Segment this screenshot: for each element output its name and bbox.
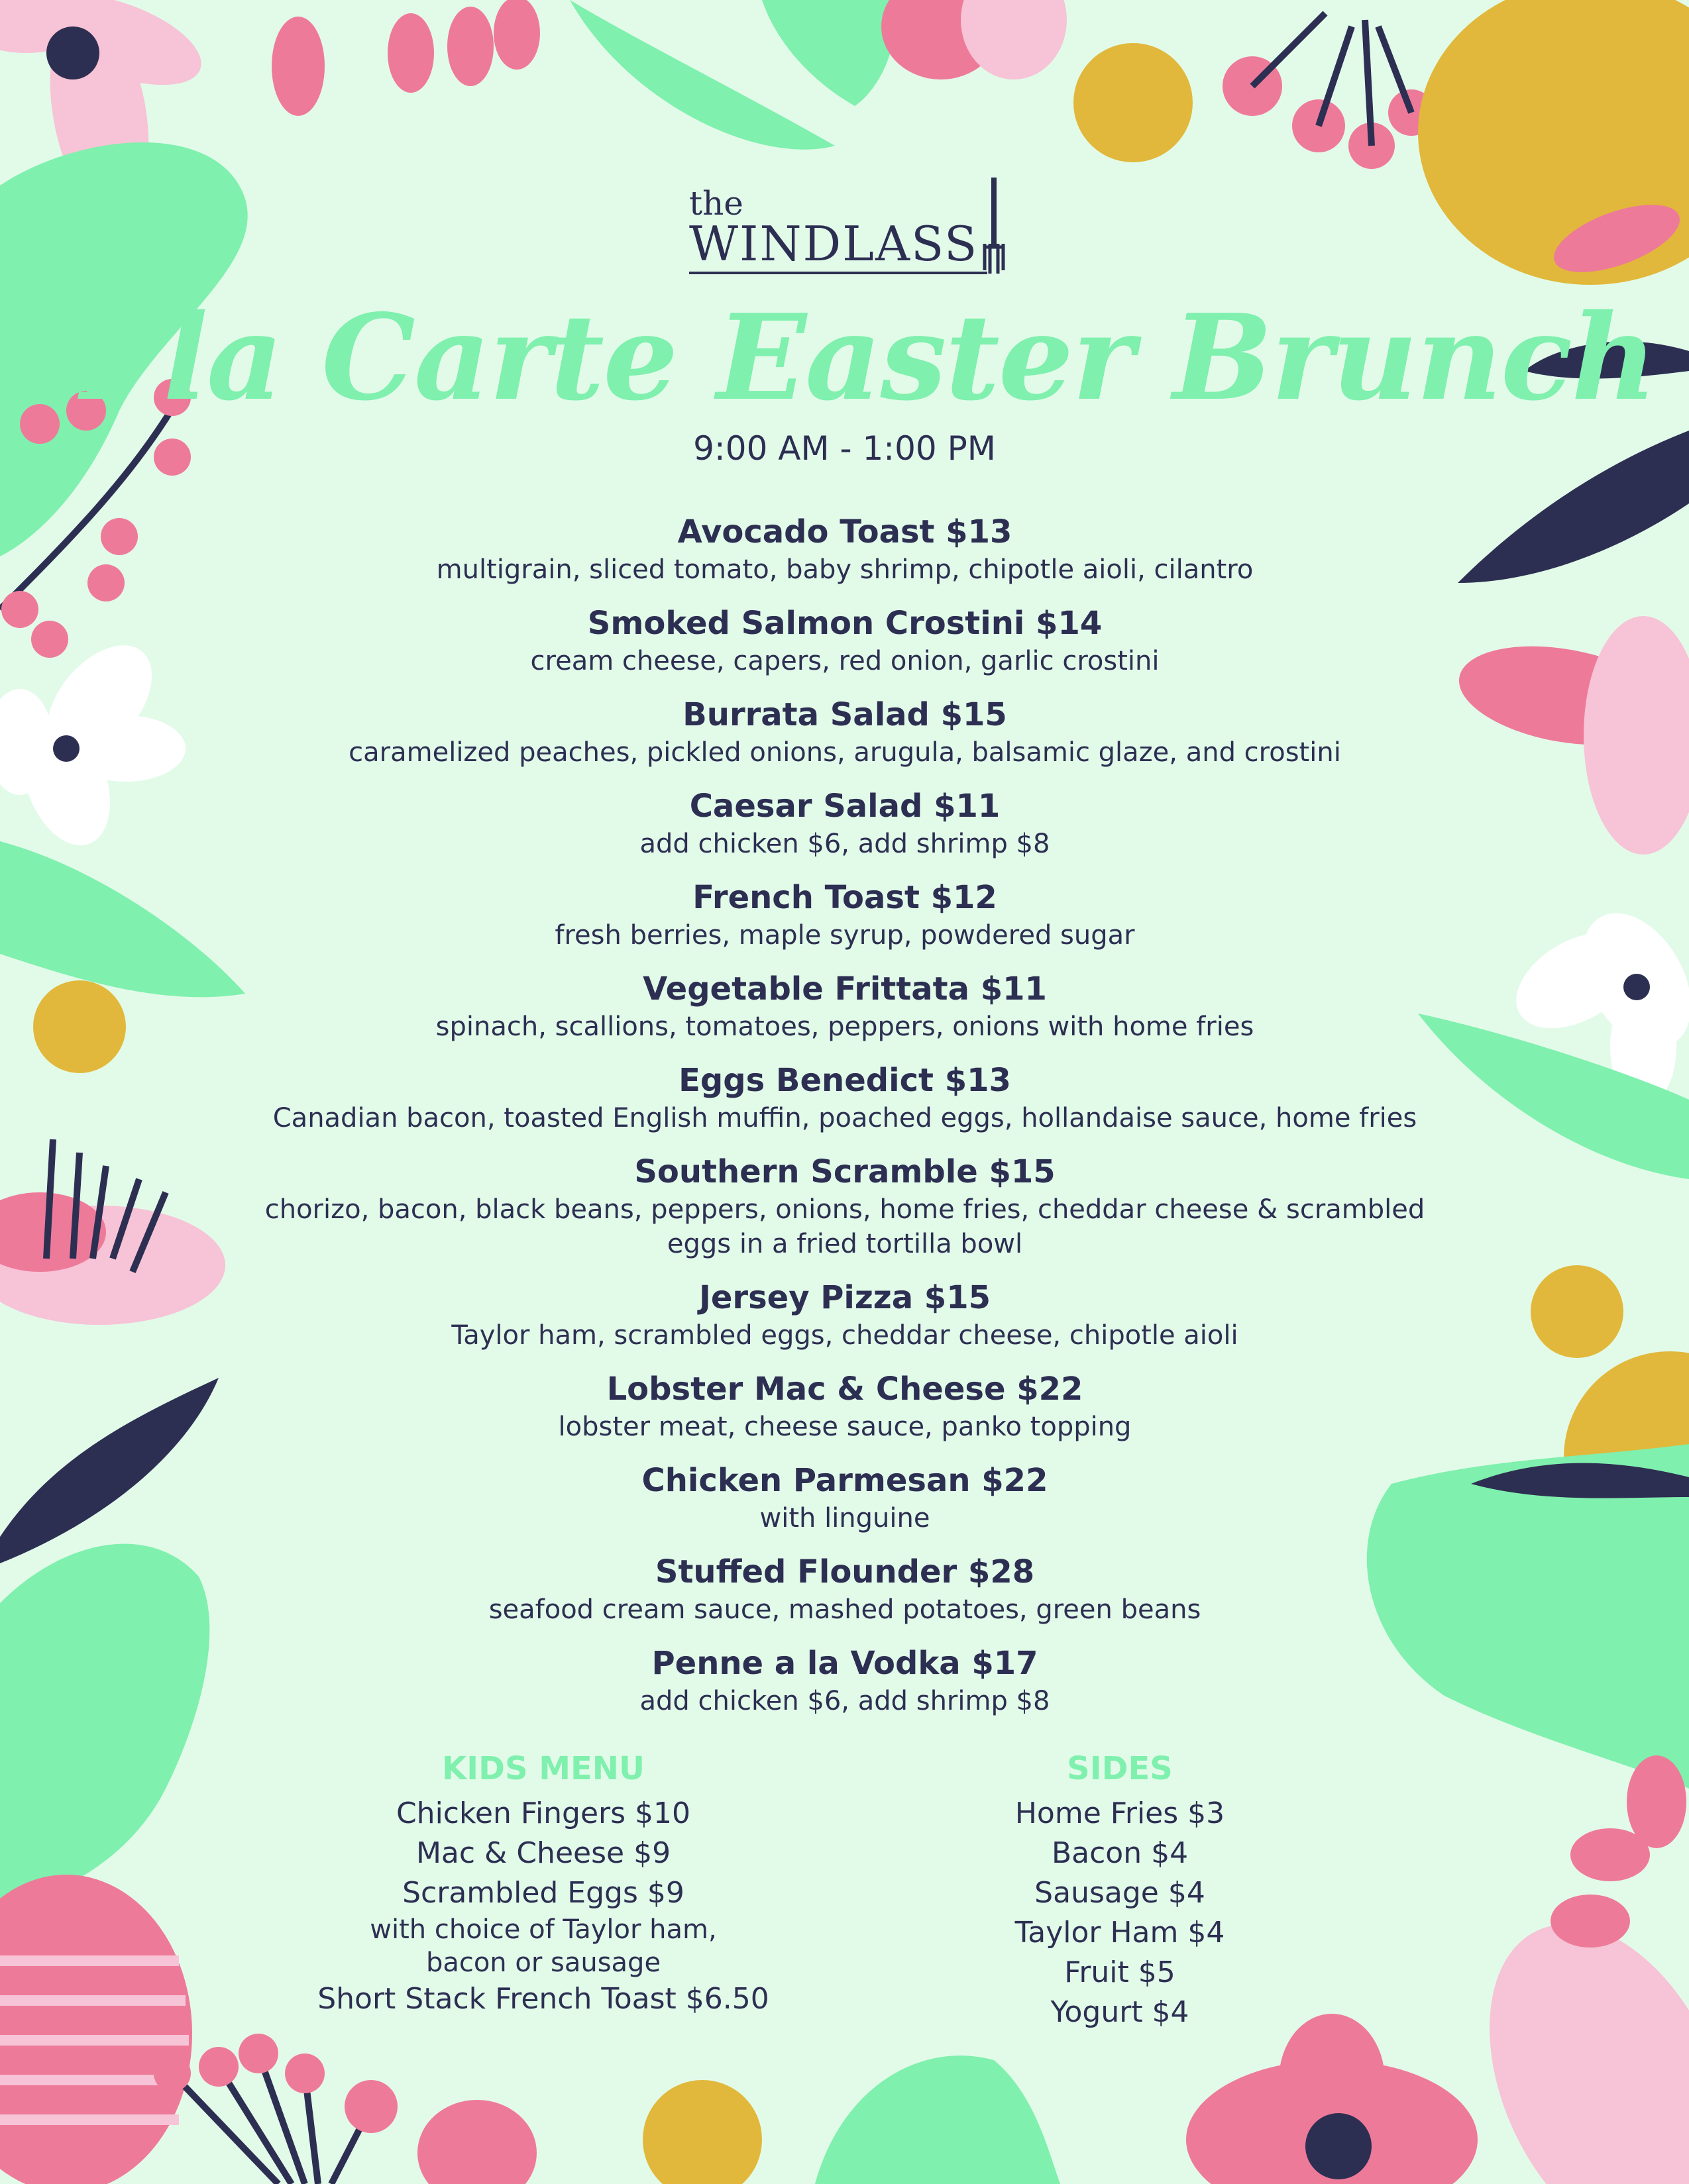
menu-item-description: seafood cream sauce, mashed potatoes, green beans — [488, 1594, 1201, 1625]
menu-item — [252, 511, 1438, 587]
kids-menu-note: with choice of Taylor ham, — [370, 1914, 717, 1945]
menu-item-description: cream cheese, capers, red onion, garlic crostini — [530, 646, 1160, 676]
menu-item-name: Caesar Salad $11 — [689, 788, 1001, 825]
menu-item-name: Stuffed Flounder $28 — [655, 1553, 1035, 1590]
side-item: Fruit $5 — [1064, 1955, 1175, 1989]
menu-item-description: Taylor ham, scrambled eggs, cheddar cheese, chipotle aioli — [451, 1320, 1238, 1351]
menu-item-name: Lobster Mac & Cheese $22 — [606, 1371, 1083, 1408]
kids-menu-note: bacon or sausage — [425, 1948, 661, 1978]
fork-icon — [981, 178, 1007, 277]
brunch-hours: 9:00 AM - 1:00 PM — [693, 429, 996, 468]
menu-item — [252, 1060, 1438, 1135]
menu-item-name: Avocado Toast $13 — [677, 513, 1012, 550]
side-item: Sausage $4 — [1034, 1876, 1205, 1910]
sides-heading: SIDES — [1067, 1750, 1173, 1787]
main-menu-list — [252, 511, 1438, 1734]
menu-item-description: caramelized peaches, pickled onions, arugula, balsamic glaze, and crostini — [349, 737, 1341, 768]
sides-section — [954, 1749, 1285, 2032]
menu-item — [252, 1460, 1438, 1535]
menu-item-description: add chicken $6, add shrimp $8 — [639, 829, 1050, 859]
logo-underline — [689, 272, 987, 274]
menu-item-description: spinach, scallions, tomatoes, peppers, onions with home fries — [435, 1012, 1254, 1042]
side-item: Taylor Ham $4 — [1014, 1916, 1225, 1950]
menu-item-name: Chicken Parmesan $22 — [641, 1462, 1048, 1499]
menu-item-name: Smoked Salmon Crostini $14 — [587, 605, 1103, 642]
menu-item-description: Canadian bacon, toasted English muffin, poached eggs, hollandaise sauce, home fries — [272, 1103, 1417, 1133]
menu-item — [252, 694, 1438, 770]
kids-menu-item: Mac & Cheese $9 — [415, 1836, 671, 1870]
kids-menu-section — [285, 1749, 802, 2019]
side-item: Yogurt $4 — [1050, 1995, 1189, 2029]
menu-item — [252, 1551, 1438, 1627]
menu-item — [252, 1643, 1438, 1718]
menu-item — [252, 1277, 1438, 1353]
menu-item-name: French Toast $12 — [692, 879, 997, 916]
restaurant-logo — [689, 178, 1007, 284]
side-item: Bacon $4 — [1051, 1836, 1189, 1870]
menu-item-name: Vegetable Frittata $11 — [643, 970, 1047, 1008]
menu-item-description: multigrain, sliced tomato, baby shrimp, chipotle aioli, cilantro — [436, 554, 1254, 585]
menu-item — [252, 1151, 1438, 1261]
menu-item-name: Burrata Salad $15 — [682, 696, 1007, 733]
menu-item-description: chorizo, bacon, black beans, peppers, onions, home fries, cheddar cheese & scrambled eggs in a fried tortilla bowl — [264, 1194, 1425, 1259]
menu-item-name: Eggs Benedict $13 — [679, 1062, 1011, 1099]
logo-name: WINDLASS — [689, 216, 979, 272]
menu-item-description: lobster meat, cheese sauce, panko topping — [558, 1412, 1132, 1442]
kids-menu-item: Short Stack French Toast $6.50 — [317, 1982, 769, 2016]
page-title: A la Carte Easter Brunch — [33, 288, 1656, 427]
menu-item-name: Southern Scramble $15 — [634, 1153, 1056, 1190]
menu-item — [252, 786, 1438, 861]
menu-item-name: Penne a la Vodka $17 — [651, 1645, 1038, 1682]
kids-menu-item: Scrambled Eggs $9 — [402, 1876, 684, 1910]
logo-the: the — [689, 184, 743, 223]
kids-menu-heading: KIDS MENU — [442, 1750, 645, 1787]
menu-item — [252, 968, 1438, 1044]
menu-item — [252, 1369, 1438, 1444]
menu-item-description: with linguine — [759, 1503, 930, 1534]
side-item: Home Fries $3 — [1014, 1796, 1225, 1830]
menu-item — [252, 603, 1438, 678]
menu-item-description: add chicken $6, add shrimp $8 — [639, 1686, 1050, 1716]
kids-menu-item: Chicken Fingers $10 — [396, 1796, 691, 1830]
menu-item-name: Jersey Pizza $15 — [698, 1279, 991, 1316]
menu-item — [252, 877, 1438, 953]
menu-item-description: fresh berries, maple syrup, powdered sugar — [555, 920, 1135, 951]
